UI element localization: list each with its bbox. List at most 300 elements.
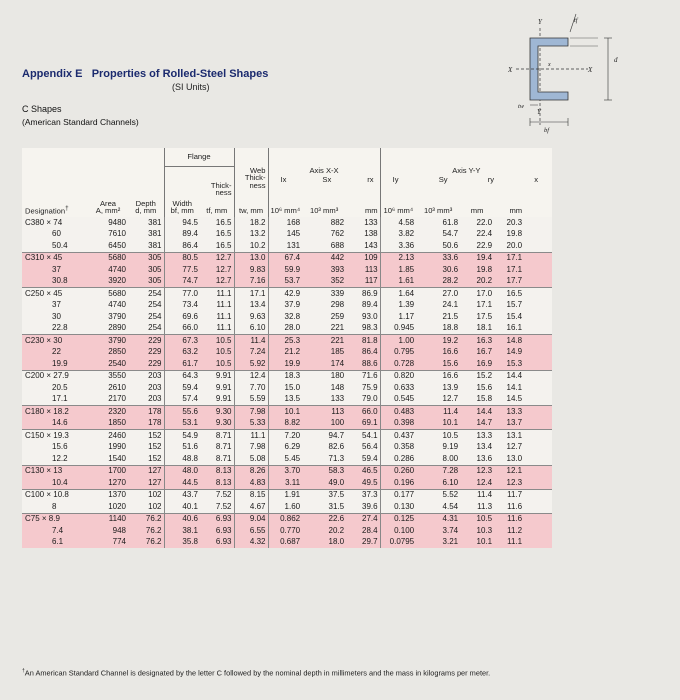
sx-cell: 221: [302, 323, 346, 335]
depth-cell: 305: [128, 276, 164, 288]
row-spacer: [524, 288, 552, 300]
ry-cell: 19.4: [460, 252, 494, 264]
width-cell: 77.5: [164, 264, 200, 276]
web-thickness-cell: 6.10: [234, 323, 268, 335]
xbar-cell: 14.8: [494, 335, 524, 347]
designation-cell: 37: [22, 264, 88, 276]
diagram-x-left-label: X: [508, 66, 513, 74]
table-row: [22, 501, 552, 513]
rx-cell: 113: [346, 264, 380, 276]
ry-cell: 17.5: [460, 311, 494, 323]
ix-cell: 10.1: [268, 406, 302, 418]
web-thickness-cell: 7.24: [234, 347, 268, 359]
sy-cell: 8.00: [416, 453, 460, 465]
row-spacer: [524, 453, 552, 465]
sx-cell: 133: [302, 394, 346, 406]
depth-cell: 127: [128, 477, 164, 489]
flange-thickness-cell: 8.13: [200, 477, 234, 489]
sx-cell: 20.2: [302, 525, 346, 537]
ry-cell: 20.2: [460, 276, 494, 288]
ry-cell: 11.3: [460, 501, 494, 513]
iy-cell: 0.795: [380, 347, 416, 359]
width-cell: 48.8: [164, 453, 200, 465]
xbar-cell: 13.3: [494, 406, 524, 418]
iy-cell: 0.286: [380, 453, 416, 465]
designation-cell: C180 × 18.2: [22, 406, 88, 418]
depth-cell: 152: [128, 453, 164, 465]
ry-cell: 13.6: [460, 453, 494, 465]
designation-cell: C150 × 19.3: [22, 430, 88, 442]
table-row: [22, 311, 552, 323]
table-row: [22, 229, 552, 241]
designation-cell: 19.9: [22, 358, 88, 370]
table-row: [22, 430, 552, 442]
width-cell: 61.7: [164, 358, 200, 370]
designation-cell: C250 × 45: [22, 288, 88, 300]
ix-cell: 145: [268, 229, 302, 241]
depth-cell: 305: [128, 264, 164, 276]
xbar-cell: 20.3: [494, 217, 524, 229]
ry-cell: 16.9: [460, 358, 494, 370]
iy-cell: 0.125: [380, 513, 416, 525]
sx-cell: 221: [302, 335, 346, 347]
rx-cell: 37.3: [346, 489, 380, 501]
flange-thickness-cell: 9.91: [200, 382, 234, 394]
area-cell: 3920: [88, 276, 128, 288]
depth-cell: 229: [128, 347, 164, 359]
ry-cell: 16.3: [460, 335, 494, 347]
sx-unit: 10³ mm³: [302, 197, 346, 217]
sy-cell: 16.6: [416, 347, 460, 359]
sy-cell: 21.5: [416, 311, 460, 323]
ry-cell: 19.8: [460, 264, 494, 276]
sx-label: Sx: [322, 175, 332, 185]
iy-unit: 10⁶ mm⁴: [380, 197, 416, 217]
iy-cell: 1.61: [380, 276, 416, 288]
xbar-cell: 16.1: [494, 323, 524, 335]
flange-thickness-cell: 16.5: [200, 217, 234, 229]
designation-cell: 60: [22, 229, 88, 241]
xbar-cell: 14.4: [494, 370, 524, 382]
web-thickness-cell: 5.92: [234, 358, 268, 370]
web-thickness-cell: 4.83: [234, 477, 268, 489]
area-cell: 1540: [88, 453, 128, 465]
designation-cell: C75 × 8.9: [22, 513, 88, 525]
ry-cell: 17.1: [460, 300, 494, 312]
depth-cell: 254: [128, 300, 164, 312]
flange-thickness-cell: 10.5: [200, 335, 234, 347]
designation-cell: 20.5: [22, 382, 88, 394]
sx-cell: 82.6: [302, 442, 346, 454]
row-spacer: [524, 442, 552, 454]
sy-cell: 16.6: [416, 370, 460, 382]
flange-thickness-cell: 7.52: [200, 501, 234, 513]
iy-cell: 0.0795: [380, 537, 416, 549]
ry-cell: 12.4: [460, 477, 494, 489]
sx-cell: 58.3: [302, 465, 346, 477]
sy-cell: 11.4: [416, 406, 460, 418]
iy-cell: 1.39: [380, 300, 416, 312]
area-cell: 1020: [88, 501, 128, 513]
designation-cell: C100 × 10.8: [22, 489, 88, 501]
table-row: [22, 406, 552, 418]
xbar-cell: 16.5: [494, 288, 524, 300]
sx-cell: 393: [302, 264, 346, 276]
sy-cell: 9.19: [416, 442, 460, 454]
iy-cell: 0.945: [380, 323, 416, 335]
rx-cell: 79.0: [346, 394, 380, 406]
row-spacer: [524, 311, 552, 323]
sx-cell: 31.5: [302, 501, 346, 513]
iy-cell: 0.130: [380, 501, 416, 513]
iy-cell: 0.196: [380, 477, 416, 489]
xbar-cell: 14.9: [494, 347, 524, 359]
row-spacer: [524, 300, 552, 312]
sx-cell: 180: [302, 370, 346, 382]
diagram-y-top-label: Y: [538, 18, 542, 26]
depth-cell: 76.2: [128, 525, 164, 537]
flange-thickness-cell: 11.1: [200, 311, 234, 323]
ix-cell: 42.9: [268, 288, 302, 300]
table-row: [22, 276, 552, 288]
depth-cell: 102: [128, 489, 164, 501]
flange-ness-label: ness: [215, 188, 232, 197]
rx-cell: 109: [346, 252, 380, 264]
area-cell: 7610: [88, 229, 128, 241]
ry-label: ry: [487, 175, 495, 185]
width-cell: 86.4: [164, 240, 200, 252]
area-cell: 4740: [88, 264, 128, 276]
sy-cell: 3.74: [416, 525, 460, 537]
diagram-x-mid-label: x: [548, 62, 551, 68]
table-row: [22, 370, 552, 382]
ix-cell: 131: [268, 240, 302, 252]
table-row: [22, 217, 552, 229]
table-row: [22, 358, 552, 370]
sx-cell: 18.0: [302, 537, 346, 549]
flange-thickness-cell: 10.5: [200, 358, 234, 370]
ry-cell: 18.1: [460, 323, 494, 335]
web-thickness-cell: 13.0: [234, 252, 268, 264]
row-spacer: [524, 406, 552, 418]
designation-cell: 30.8: [22, 276, 88, 288]
row-spacer: [524, 465, 552, 477]
flange-thickness-cell: 16.5: [200, 229, 234, 241]
designation-cell: 10.4: [22, 477, 88, 489]
web-thickness-cell: 18.2: [234, 217, 268, 229]
xbar-cell: 15.7: [494, 300, 524, 312]
xbar-cell: 11.6: [494, 501, 524, 513]
web-thickness-cell: 4.67: [234, 501, 268, 513]
iy-cell: 0.820: [380, 370, 416, 382]
area-cell: 5680: [88, 252, 128, 264]
designation-cell: 22.8: [22, 323, 88, 335]
xbar-cell: 13.0: [494, 453, 524, 465]
width-cell: 48.0: [164, 465, 200, 477]
width-cell: 66.0: [164, 323, 200, 335]
sy-cell: 33.6: [416, 252, 460, 264]
row-spacer: [524, 264, 552, 276]
footnote-text: An American Standard Channel is designated by the letter C followed by the nominal depth in millimeters and the mass in kilograms per meter.: [24, 668, 491, 678]
row-spacer: [524, 276, 552, 288]
iy-cell: 0.545: [380, 394, 416, 406]
ix-cell: 19.9: [268, 358, 302, 370]
ix-unit: 10⁶ mm⁴: [268, 197, 302, 217]
designation-cell: 50.4: [22, 240, 88, 252]
flange-thickness-cell: 6.93: [200, 513, 234, 525]
area-cell: 1370: [88, 489, 128, 501]
ix-cell: 7.20: [268, 430, 302, 442]
ix-cell: 168: [268, 217, 302, 229]
area-cell: 1270: [88, 477, 128, 489]
sy-cell: 61.8: [416, 217, 460, 229]
iy-cell: 0.177: [380, 489, 416, 501]
xbar-cell: 15.4: [494, 311, 524, 323]
appendix-title: [22, 64, 268, 82]
row-spacer: [524, 347, 552, 359]
table-row: [22, 525, 552, 537]
web-thickness-cell: 7.70: [234, 382, 268, 394]
designation-header: Designation: [25, 206, 66, 216]
sx-cell: 339: [302, 288, 346, 300]
sx-cell: 762: [302, 229, 346, 241]
web-thick-label: Thick-: [244, 173, 266, 183]
table-row: [22, 323, 552, 335]
table-row: [22, 513, 552, 525]
rx-cell: 39.6: [346, 501, 380, 513]
web-ness-label: ness: [249, 180, 266, 190]
xbar-cell: 15.3: [494, 358, 524, 370]
area-cell: 9480: [88, 217, 128, 229]
xbar-cell: 13.7: [494, 418, 524, 430]
xbar-cell: 12.3: [494, 477, 524, 489]
ix-cell: 0.687: [268, 537, 302, 549]
rx-cell: 75.9: [346, 382, 380, 394]
depth-cell: 102: [128, 501, 164, 513]
width-cell: 67.3: [164, 335, 200, 347]
web-thickness-cell: 9.63: [234, 311, 268, 323]
width-cell: 64.3: [164, 370, 200, 382]
rx-cell: 27.4: [346, 513, 380, 525]
width-cell: 74.7: [164, 276, 200, 288]
sx-cell: 71.3: [302, 453, 346, 465]
ix-cell: 3.11: [268, 477, 302, 489]
iy-cell: 2.13: [380, 252, 416, 264]
sy-cell: 4.31: [416, 513, 460, 525]
flange-thickness-cell: 8.13: [200, 465, 234, 477]
xbar-cell: 19.8: [494, 229, 524, 241]
ix-cell: 37.9: [268, 300, 302, 312]
iy-cell: 1.64: [380, 288, 416, 300]
flange-thickness-cell: 11.1: [200, 288, 234, 300]
width-cell: 38.1: [164, 525, 200, 537]
web-thickness-cell: 5.59: [234, 394, 268, 406]
xbar-cell: 11.2: [494, 525, 524, 537]
ry-cell: 15.6: [460, 382, 494, 394]
section-title: C Shapes: [22, 104, 62, 114]
designation-cell: C380 × 74: [22, 217, 88, 229]
web-thickness-cell: 7.16: [234, 276, 268, 288]
ix-cell: 13.5: [268, 394, 302, 406]
sx-cell: 100: [302, 418, 346, 430]
flange-thickness-cell: 6.93: [200, 525, 234, 537]
ix-label: Ix: [280, 175, 287, 185]
row-spacer: [524, 418, 552, 430]
designation-cell: 17.1: [22, 394, 88, 406]
rx-cell: 71.6: [346, 370, 380, 382]
area-cell: 774: [88, 537, 128, 549]
xbar-cell: 11.6: [494, 513, 524, 525]
table-row: [22, 477, 552, 489]
row-spacer: [524, 358, 552, 370]
width-cell: 73.4: [164, 300, 200, 312]
designation-cell: C310 × 45: [22, 252, 88, 264]
flange-thickness-cell: 11.1: [200, 300, 234, 312]
sy-cell: 18.8: [416, 323, 460, 335]
flange-thickness-cell: 8.71: [200, 442, 234, 454]
area-cell: 2890: [88, 323, 128, 335]
rx-cell: 69.1: [346, 418, 380, 430]
sy-label: Sy: [438, 175, 448, 185]
row-spacer: [524, 229, 552, 241]
xbar-cell: 11.1: [494, 537, 524, 549]
flange-thickness-cell: 10.5: [200, 347, 234, 359]
web-thickness-cell: 6.55: [234, 525, 268, 537]
flange-thickness-cell: 16.5: [200, 240, 234, 252]
designation-footnote-mark: †: [65, 204, 69, 212]
designation-cell: C130 × 13: [22, 465, 88, 477]
xbar-cell: 17.1: [494, 252, 524, 264]
width-cell: 40.6: [164, 513, 200, 525]
width-cell: 40.1: [164, 501, 200, 513]
ry-cell: 16.7: [460, 347, 494, 359]
ix-cell: 59.9: [268, 264, 302, 276]
designation-cell: 6.1: [22, 537, 88, 549]
flange-thick-label: Thick-: [210, 180, 232, 190]
table-row: [22, 442, 552, 454]
row-spacer: [524, 382, 552, 394]
footnote: [22, 668, 490, 677]
rx-cell: 143: [346, 240, 380, 252]
appendix-heading: Properties of Rolled-Steel Shapes: [91, 68, 269, 80]
sy-cell: 54.7: [416, 229, 460, 241]
sx-cell: 22.6: [302, 513, 346, 525]
depth-cell: 229: [128, 358, 164, 370]
sy-cell: 13.9: [416, 382, 460, 394]
width-cell: 80.5: [164, 252, 200, 264]
width-cell: 94.5: [164, 217, 200, 229]
web-thickness-cell: 9.04: [234, 513, 268, 525]
width-cell: 57.4: [164, 394, 200, 406]
sx-cell: 94.7: [302, 430, 346, 442]
depth-cell: 229: [128, 335, 164, 347]
depth-cell: 76.2: [128, 513, 164, 525]
row-spacer: [524, 252, 552, 264]
ry-cell: 13.3: [460, 430, 494, 442]
ix-cell: 3.70: [268, 465, 302, 477]
row-spacer: [524, 240, 552, 252]
width-cell: 35.8: [164, 537, 200, 549]
sy-cell: 28.2: [416, 276, 460, 288]
iy-cell: 0.437: [380, 430, 416, 442]
width-cell: 69.6: [164, 311, 200, 323]
flange-thickness-cell: 12.7: [200, 264, 234, 276]
flange-thickness-cell: 8.71: [200, 430, 234, 442]
designation-cell: 37: [22, 300, 88, 312]
rx-cell: 89.4: [346, 300, 380, 312]
ix-cell: 32.8: [268, 311, 302, 323]
web-thickness-cell: 12.4: [234, 370, 268, 382]
depth-cell: 203: [128, 394, 164, 406]
width-unit: bf, mm: [170, 206, 194, 216]
iy-cell: 3.82: [380, 229, 416, 241]
flange-thickness-cell: 12.7: [200, 252, 234, 264]
rx-cell: 28.4: [346, 525, 380, 537]
rx-cell: 98.3: [346, 323, 380, 335]
web-thickness-cell: 7.98: [234, 442, 268, 454]
area-cell: 1700: [88, 465, 128, 477]
designation-cell: 8: [22, 501, 88, 513]
sx-cell: 174: [302, 358, 346, 370]
web-thickness-cell: 13.2: [234, 229, 268, 241]
area-cell: 5680: [88, 288, 128, 300]
rx-cell: 66.0: [346, 406, 380, 418]
xbar-cell: 13.1: [494, 430, 524, 442]
depth-cell: 178: [128, 418, 164, 430]
area-cell: 2170: [88, 394, 128, 406]
depth-header: Depth: [135, 198, 156, 208]
designation-cell: C230 × 30: [22, 335, 88, 347]
ry-cell: 22.4: [460, 229, 494, 241]
table-row: [22, 300, 552, 312]
sy-cell: 27.0: [416, 288, 460, 300]
sy-cell: 30.6: [416, 264, 460, 276]
width-cell: 63.2: [164, 347, 200, 359]
area-cell: 2610: [88, 382, 128, 394]
row-spacer: [524, 489, 552, 501]
depth-cell: 381: [128, 240, 164, 252]
web-thickness-cell: 10.2: [234, 240, 268, 252]
ix-cell: 21.2: [268, 347, 302, 359]
width-cell: 43.7: [164, 489, 200, 501]
designation-cell: 12.2: [22, 453, 88, 465]
area-cell: 1850: [88, 418, 128, 430]
table-body: [22, 217, 552, 548]
sx-cell: 882: [302, 217, 346, 229]
xbar-unit: mm: [494, 197, 524, 217]
row-spacer: [524, 537, 552, 549]
rx-cell: 49.5: [346, 477, 380, 489]
designation-cell: 15.6: [22, 442, 88, 454]
depth-cell: 203: [128, 370, 164, 382]
designation-cell: 22: [22, 347, 88, 359]
area-cell: 3790: [88, 335, 128, 347]
diagram-tw-label: tw: [518, 103, 525, 110]
rx-cell: 59.4: [346, 453, 380, 465]
area-cell: 2540: [88, 358, 128, 370]
iy-label: Iy: [392, 175, 399, 185]
sx-cell: 688: [302, 240, 346, 252]
table-row: [22, 335, 552, 347]
table-row: [22, 252, 552, 264]
web-thickness-cell: 7.98: [234, 406, 268, 418]
sy-cell: 4.54: [416, 501, 460, 513]
width-header: Width: [172, 198, 192, 208]
depth-cell: 178: [128, 406, 164, 418]
rx-cell: 88.6: [346, 358, 380, 370]
web-thickness-cell: 11.1: [234, 430, 268, 442]
xbar-cell: 17.1: [494, 264, 524, 276]
